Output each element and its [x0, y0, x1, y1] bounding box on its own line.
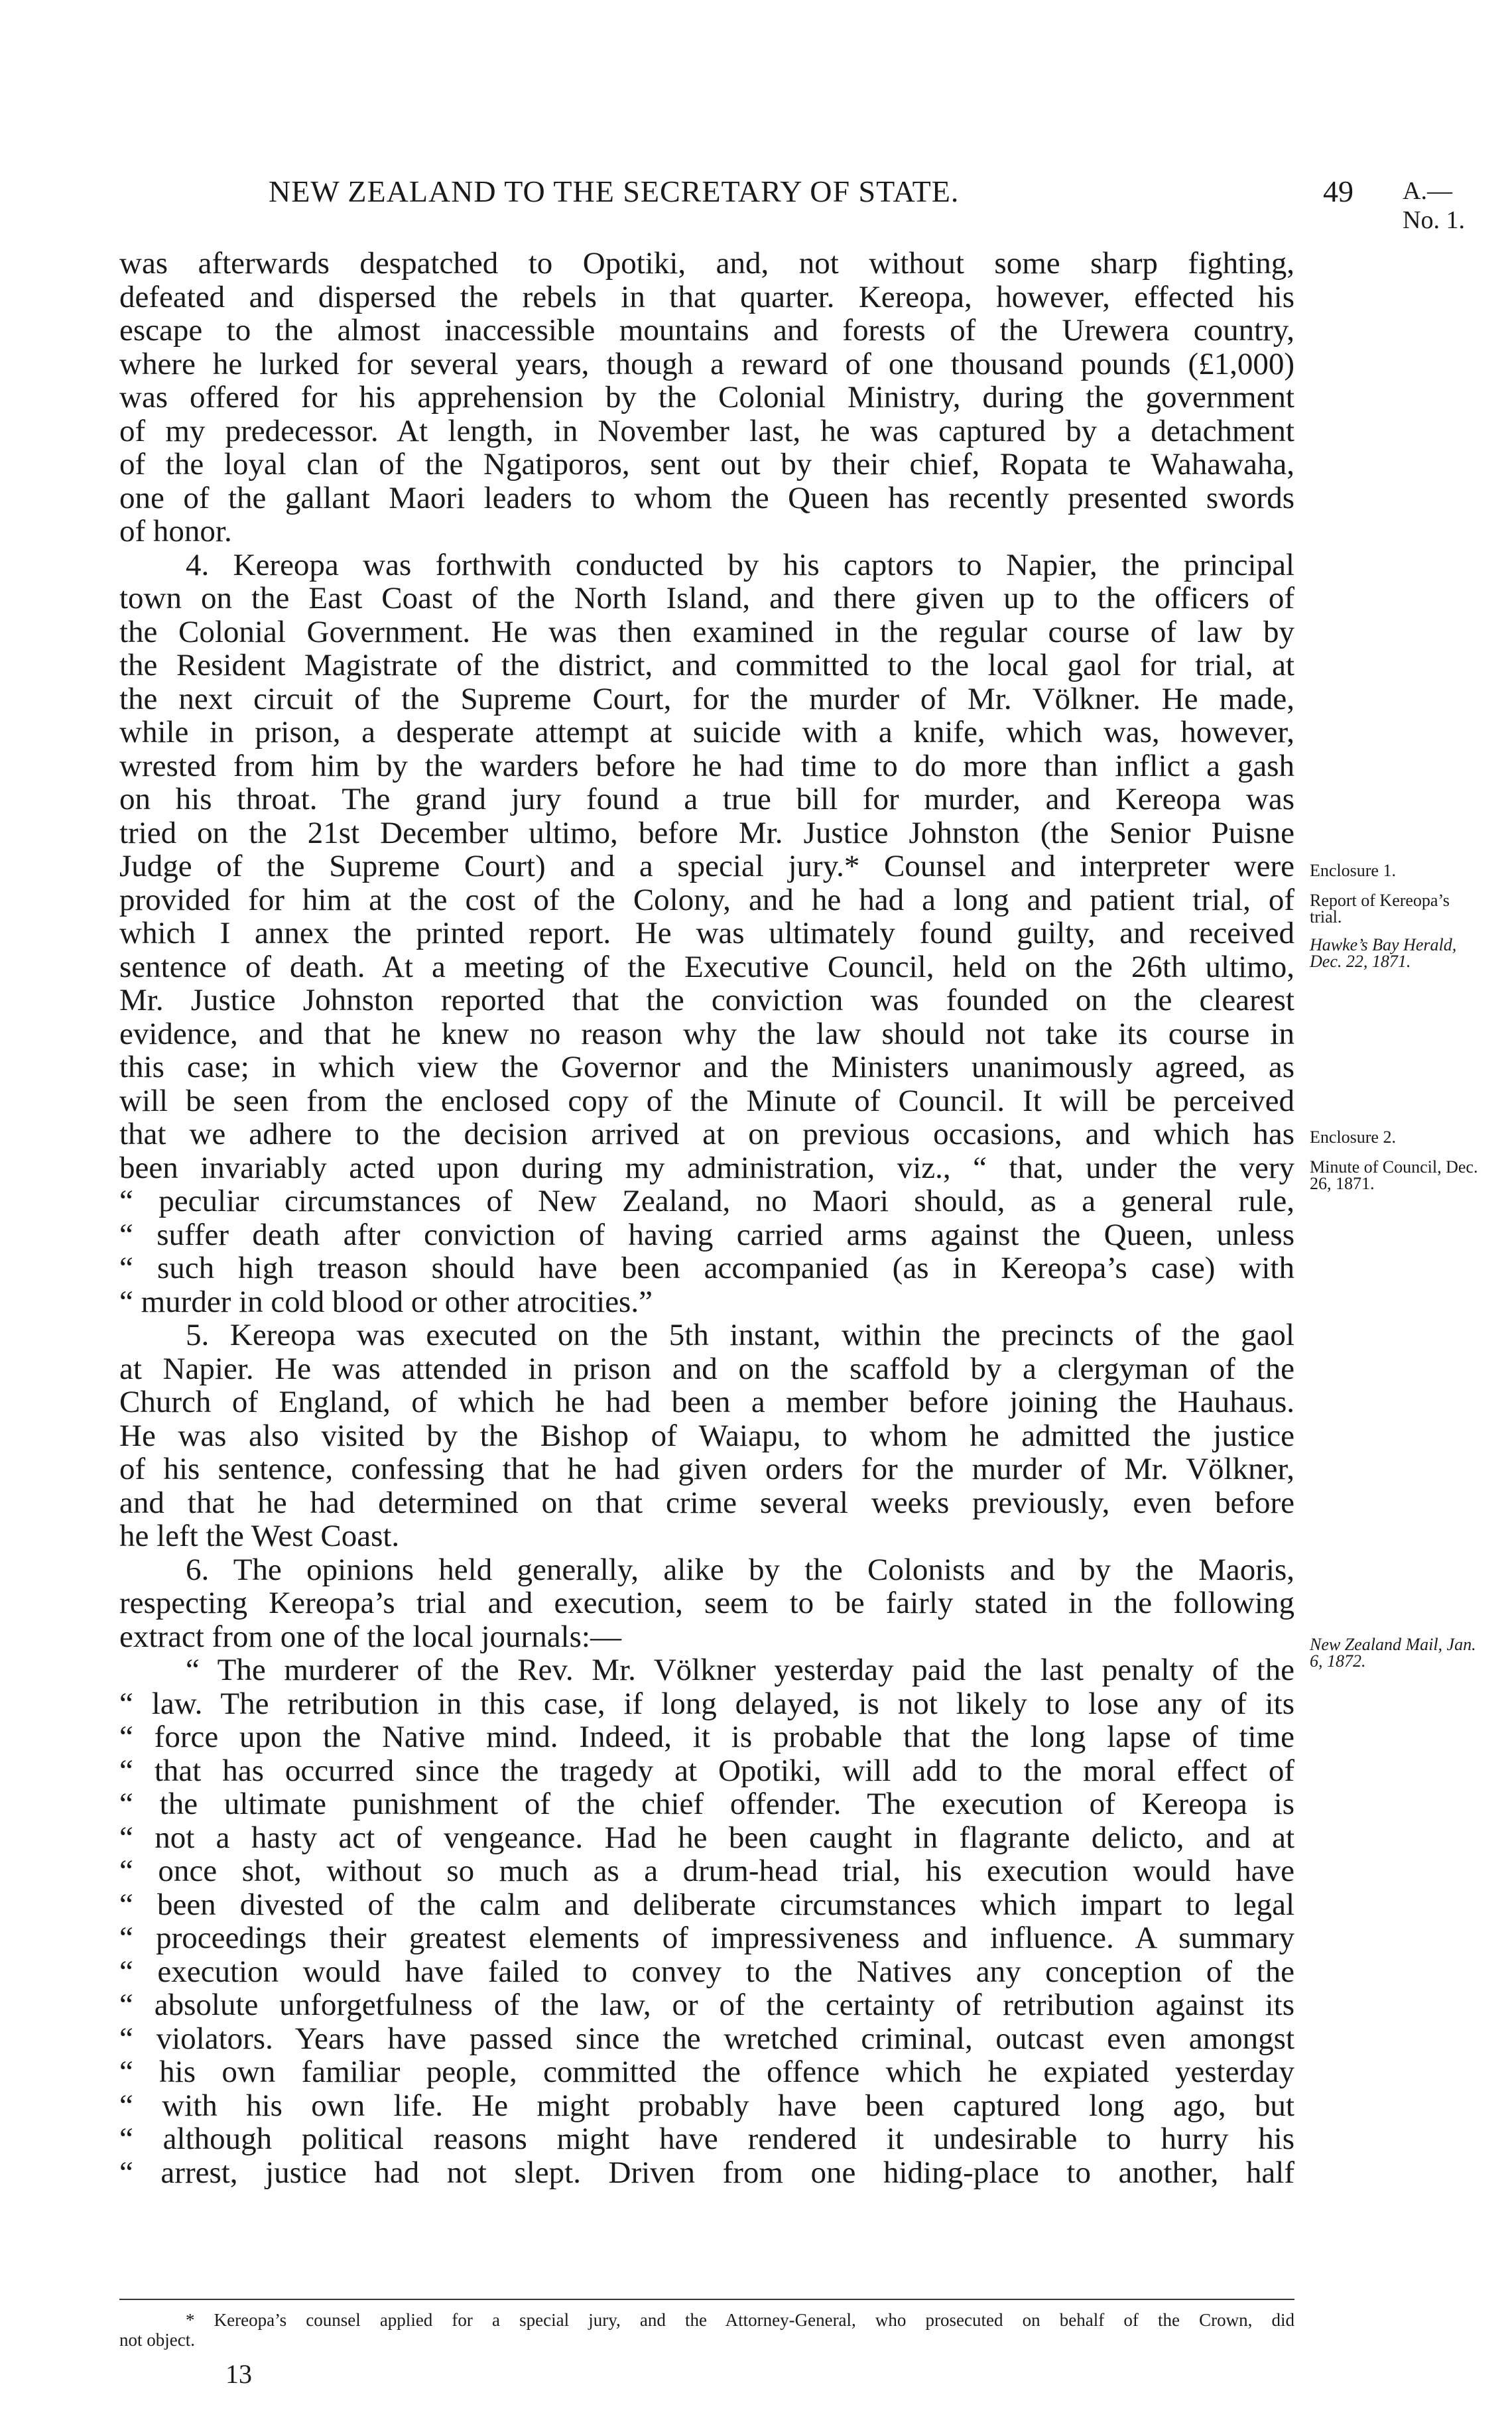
- body-line: “ murder in cold blood or other atrocities.”: [119, 1284, 653, 1319]
- margin-note-new-zealand-mail: New Zealand Mail, Jan. 6, 1872.: [1310, 1635, 1476, 1671]
- body-line: was afterwards despatched to Opotiki, and, not without some sharp fighting,: [119, 246, 1294, 281]
- body-line: 5. Kereopa was executed on the 5th instant, within the precincts of the gaol: [186, 1318, 1294, 1352]
- body-line: town on the East Coast of the North Island, and there given up to the officers of: [119, 581, 1294, 615]
- body-line: “ suffer death after conviction of having carried arms against the Queen, unless: [119, 1217, 1294, 1252]
- body-line: “ once shot, without so much as a drum-head trial, his execution would have: [119, 1854, 1294, 1888]
- body-line: “ absolute unforgetfulness of the law, or of the certainty of retribution against its: [119, 1988, 1294, 2022]
- body-line: Judge of the Supreme Court) and a special jury.* Counsel and interpreter were: [119, 849, 1294, 883]
- running-title: NEW ZEALAND TO THE SECRETARY OF STATE.: [269, 174, 960, 208]
- signature-mark: 13: [225, 2359, 252, 2389]
- body-line: wrested from him by the warders before he had time to do more than inflict a gash: [119, 748, 1294, 783]
- body-line: escape to the almost inaccessible mountains and forests of the Urewera country,: [119, 313, 1294, 348]
- body-line: “ arrest, justice had not slept. Driven from one hiding-place to another, half: [119, 2155, 1294, 2190]
- body-line: and that he had determined on that crime several weeks previously, even before: [119, 1485, 1294, 1520]
- body-line: “ violators. Years have passed since the wretched criminal, outcast even amongst: [119, 2021, 1294, 2056]
- body-line: of honor.: [119, 514, 232, 548]
- page-number: 49: [1323, 174, 1354, 208]
- body-line: will be seen from the enclosed copy of the Minute of Council. It will be perceived: [119, 1083, 1294, 1118]
- footnote-line: * Kereopa’s counsel applied for a special jury, and the Attorney-General, who prosecuted on behalf of the Crown, did: [186, 2310, 1294, 2330]
- body-line: defeated and dispersed the rebels in that quarter. Kereopa, however, effected his: [119, 279, 1294, 314]
- body-line: the Colonial Government. He was then examined in the regular course of law by: [119, 614, 1294, 649]
- body-line: the Resident Magistrate of the district, and committed to the local gaol for trial, at: [119, 648, 1294, 682]
- margin-note-enclosure-1: Enclosure 1.: [1310, 861, 1396, 880]
- body-text: [119, 247, 1294, 2189]
- body-line: was offered for his apprehension by the Colonial Ministry, during the government: [119, 380, 1294, 415]
- body-line: “ been divested of the calm and deliberate circumstances which impart to legal: [119, 1887, 1294, 1922]
- body-line: “ force upon the Native mind. Indeed, it is probable that the long lapse of time: [119, 1720, 1294, 1754]
- body-line: evidence, and that he knew no reason why the law should not take its course in: [119, 1016, 1294, 1051]
- footnote: [119, 2310, 1294, 2350]
- body-line: respecting Kereopa’s trial and execution, seem to be fairly stated in the following: [119, 1586, 1294, 1620]
- body-line: He was also visited by the Bishop of Waiapu, to whom he admitted the justice: [119, 1418, 1294, 1453]
- body-line: extract from one of the local journals:—: [119, 1619, 621, 1654]
- margin-note-trial-report: Report of Kereopa’s trial.: [1310, 891, 1450, 927]
- body-line: “ peculiar circumstances of New Zealand, no Maori should, as a general rule,: [119, 1184, 1294, 1218]
- body-line: “ such high treason should have been accompanied (as in Kereopa’s case) with: [119, 1251, 1294, 1285]
- body-line: of his sentence, confessing that he had given orders for the murder of Mr. Völkner,: [119, 1452, 1294, 1486]
- body-line: which I annex the printed report. He was ultimately found guilty, and received: [119, 916, 1294, 950]
- body-line: he left the West Coast.: [119, 1519, 400, 1553]
- body-line: provided for him at the cost of the Colony, and he had a long and patient trial, of: [119, 882, 1294, 917]
- body-line: one of the gallant Maori leaders to whom the Queen has recently presented swords: [119, 480, 1294, 515]
- body-line: while in prison, a desperate attempt at suicide with a knife, which was, however,: [119, 715, 1294, 749]
- running-header: [119, 174, 1479, 234]
- body-line: where he lurked for several years, though a reward of one thousand pounds (£1,000): [119, 346, 1294, 381]
- body-line: “ although political reasons might have rendered it undesirable to hurry his: [119, 2122, 1294, 2156]
- body-line: “ The murderer of the Rev. Mr. Völkner yesterday paid the last penalty of the: [186, 1653, 1294, 1687]
- document-reference: A.—No. 1.: [1403, 177, 1465, 234]
- body-line: sentence of death. At a meeting of the Executive Council, held on the 26th ultimo,: [119, 949, 1294, 984]
- body-line: of the loyal clan of the Ngatiporos, sent out by their chief, Ropata te Wahawaha,: [119, 447, 1294, 481]
- body-line: “ the ultimate punishment of the chief offender. The execution of Kereopa is: [119, 1787, 1294, 1821]
- body-line: on his throat. The grand jury found a true bill for murder, and Kereopa was: [119, 782, 1294, 816]
- body-line: of my predecessor. At length, in November last, he was captured by a detachment: [119, 413, 1294, 448]
- margin-note-minute-of-council: Minute of Council, Dec. 26, 1871.: [1310, 1157, 1478, 1193]
- body-line: “ execution would have failed to convey to the Natives any conception of the: [119, 1954, 1294, 1989]
- body-line: at Napier. He was attended in prison and on the scaffold by a clergyman of the: [119, 1351, 1294, 1386]
- body-line: 4. Kereopa was forthwith conducted by his captors to Napier, the principal: [186, 547, 1294, 582]
- body-line: 6. The opinions held generally, alike by the Colonists and by the Maoris,: [186, 1552, 1294, 1587]
- body-line: the next circuit of the Supreme Court, for the murder of Mr. Völkner. He made,: [119, 681, 1294, 716]
- body-line: Mr. Justice Johnston reported that the conviction was founded on the clearest: [119, 983, 1294, 1017]
- body-line: “ with his own life. He might probably have been captured long ago, but: [119, 2088, 1294, 2123]
- footnote-divider: [119, 2299, 1294, 2300]
- body-line: “ law. The retribution in this case, if long delayed, is not likely to lose any of its: [119, 1686, 1294, 1721]
- margin-note-enclosure-2: Enclosure 2.: [1310, 1127, 1396, 1147]
- body-line: that we adhere to the decision arrived at on previous occasions, and which has: [119, 1117, 1294, 1151]
- body-line: “ his own familiar people, committed the offence which he expiated yesterday: [119, 2055, 1294, 2089]
- body-line: tried on the 21st December ultimo, before Mr. Justice Johnston (the Senior Puisne: [119, 815, 1294, 850]
- body-line: been invariably acted upon during my administration, viz., “ that, under the very: [119, 1150, 1294, 1185]
- body-line: Church of England, of which he had been a member before joining the Hauhaus.: [119, 1385, 1294, 1419]
- body-line: “ that has occurred since the tragedy at Opotiki, will add to the moral effect of: [119, 1753, 1294, 1788]
- margin-note-hawkes-bay-herald: Hawke’s Bay Herald, Dec. 22, 1871.: [1310, 935, 1457, 971]
- body-line: “ proceedings their greatest elements of impressiveness and influence. A summary: [119, 1921, 1294, 1955]
- body-line: this case; in which view the Governor and the Ministers unanimously agreed, as: [119, 1050, 1294, 1084]
- body-line: “ not a hasty act of vengeance. Had he been caught in flagrante delicto, and at: [119, 1820, 1294, 1855]
- footnote-line: not object.: [119, 2330, 195, 2350]
